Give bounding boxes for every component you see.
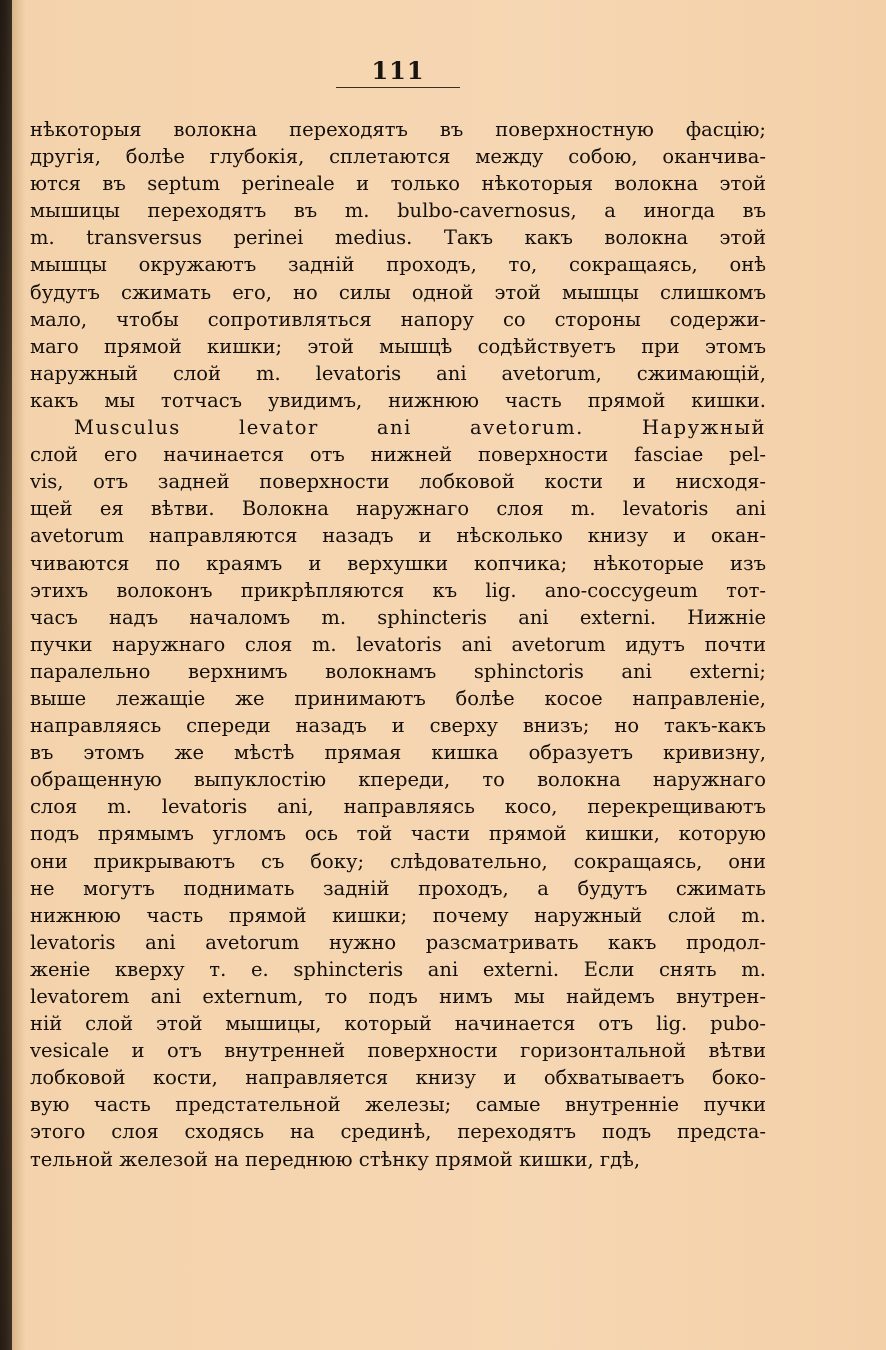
text-line-indented: Musculus levator ani avetorum. Наружный <box>74 416 766 440</box>
text-line: лобковой кости, направляется книзу и обхватываетъ боко- <box>30 1066 766 1090</box>
text-line: обращенную выпуклостію кпереди, то волокна наружнаго <box>30 768 766 792</box>
text-line: слоя m. levatoris ani, направляясь косо, перекрещиваютъ <box>30 795 766 819</box>
text-line: этихъ волоконъ прикрѣпляются къ lig. ano-coccygeum тот- <box>30 578 766 602</box>
text-line: ются въ septum perineale и только нѣкоторыя волокна этой <box>30 172 766 196</box>
text-line: подъ прямымъ угломъ ось той части прямой кишки, которую <box>30 822 766 846</box>
text-line: выше лежащіе же принимаютъ болѣе косое направленіе, <box>30 686 766 710</box>
text-line: этого слоя сходясь на срединѣ, переходятъ подъ предста- <box>30 1120 766 1144</box>
text-line: направляясь спереди назадъ и сверху внизъ; но такъ-какъ <box>30 714 766 738</box>
text-line: въ этомъ же мѣстѣ прямая кишка образуетъ кривизну, <box>30 741 766 765</box>
page-number-rule <box>336 87 460 88</box>
text-line: avetorum направляются назадъ и нѣсколько книзу и окан- <box>30 524 766 548</box>
text-line: паралельно верхнимъ волокнамъ sphinctoris ani externi; <box>30 659 766 683</box>
text-line: vis, отъ задней поверхности лобковой кости и нисходя- <box>30 470 766 494</box>
text-line: другія, болѣе глубокія, сплетаются между собою, оканчива- <box>30 145 766 169</box>
text-line: часъ надъ началомъ m. sphincteris ani externi. Нижніе <box>30 605 766 629</box>
text-line: наружный слой m. levatoris ani avetorum, сжимающій, <box>30 361 766 385</box>
text-line: нижнюю часть прямой кишки; почему наружный слой m. <box>30 903 766 927</box>
text-line: не могутъ поднимать задній проходъ, а будутъ сжимать <box>30 876 766 900</box>
text-line: нѣкоторыя волокна переходятъ въ поверхностную фасцію; <box>30 118 766 141</box>
text-line: маго прямой кишки; этой мышцѣ содѣйствуетъ при этомъ <box>30 334 766 358</box>
text-line: слой его начинается отъ нижней поверхности fasciae pel- <box>30 443 766 467</box>
text-line: какъ мы тотчасъ увидимъ, нижнюю часть прямой кишки. <box>30 388 766 412</box>
page-number: 111 <box>371 56 425 85</box>
text-line: vesicale и отъ внутренней поверхности горизонтальной вѣтви <box>30 1039 766 1063</box>
text-line: ній слой этой мышицы, который начинается отъ lig. pubo- <box>30 1012 766 1036</box>
body-text <box>30 116 766 1173</box>
text-line: levatoris ani avetorum нужно разсматривать какъ продол- <box>30 930 766 954</box>
text-line: вую часть предстательной железы; самые внутренніе пучки <box>30 1093 766 1117</box>
text-line: мышцы окружаютъ задній проходъ, то, сокращаясь, онѣ <box>30 253 766 277</box>
text-line: они прикрываютъ съ боку; слѣдовательно, сокращаясь, они <box>30 849 766 873</box>
text-line: женіе кверху т. е. sphincteris ani externi. Если снять m. <box>30 957 766 981</box>
text-line: пучки наружнаго слоя m. levatoris ani avetorum идутъ почти <box>30 632 766 656</box>
text-line: будутъ сжимать его, но силы одной этой мышцы слишкомъ <box>30 280 766 304</box>
text-line: m. transversus perinei medius. Такъ какъ волокна этой <box>30 226 766 250</box>
text-line: мышицы переходятъ въ m. bulbo-cavernosus, а иногда въ <box>30 199 766 223</box>
text-line-last: тельной железой на переднюю стѣнку прямой кишки, гдѣ, <box>30 1147 641 1171</box>
text-line: щей ея вѣтви. Волокна наружнаго слоя m. levatoris ani <box>30 497 766 521</box>
text-line: чиваются по краямъ и верхушки копчика; нѣкоторые изъ <box>30 551 766 575</box>
text-line: levatorem ani externum, то подъ нимъ мы найдемъ внутрен- <box>30 985 766 1008</box>
text-line: мало, чтобы сопротивляться напору со стороны содержи- <box>30 307 766 331</box>
